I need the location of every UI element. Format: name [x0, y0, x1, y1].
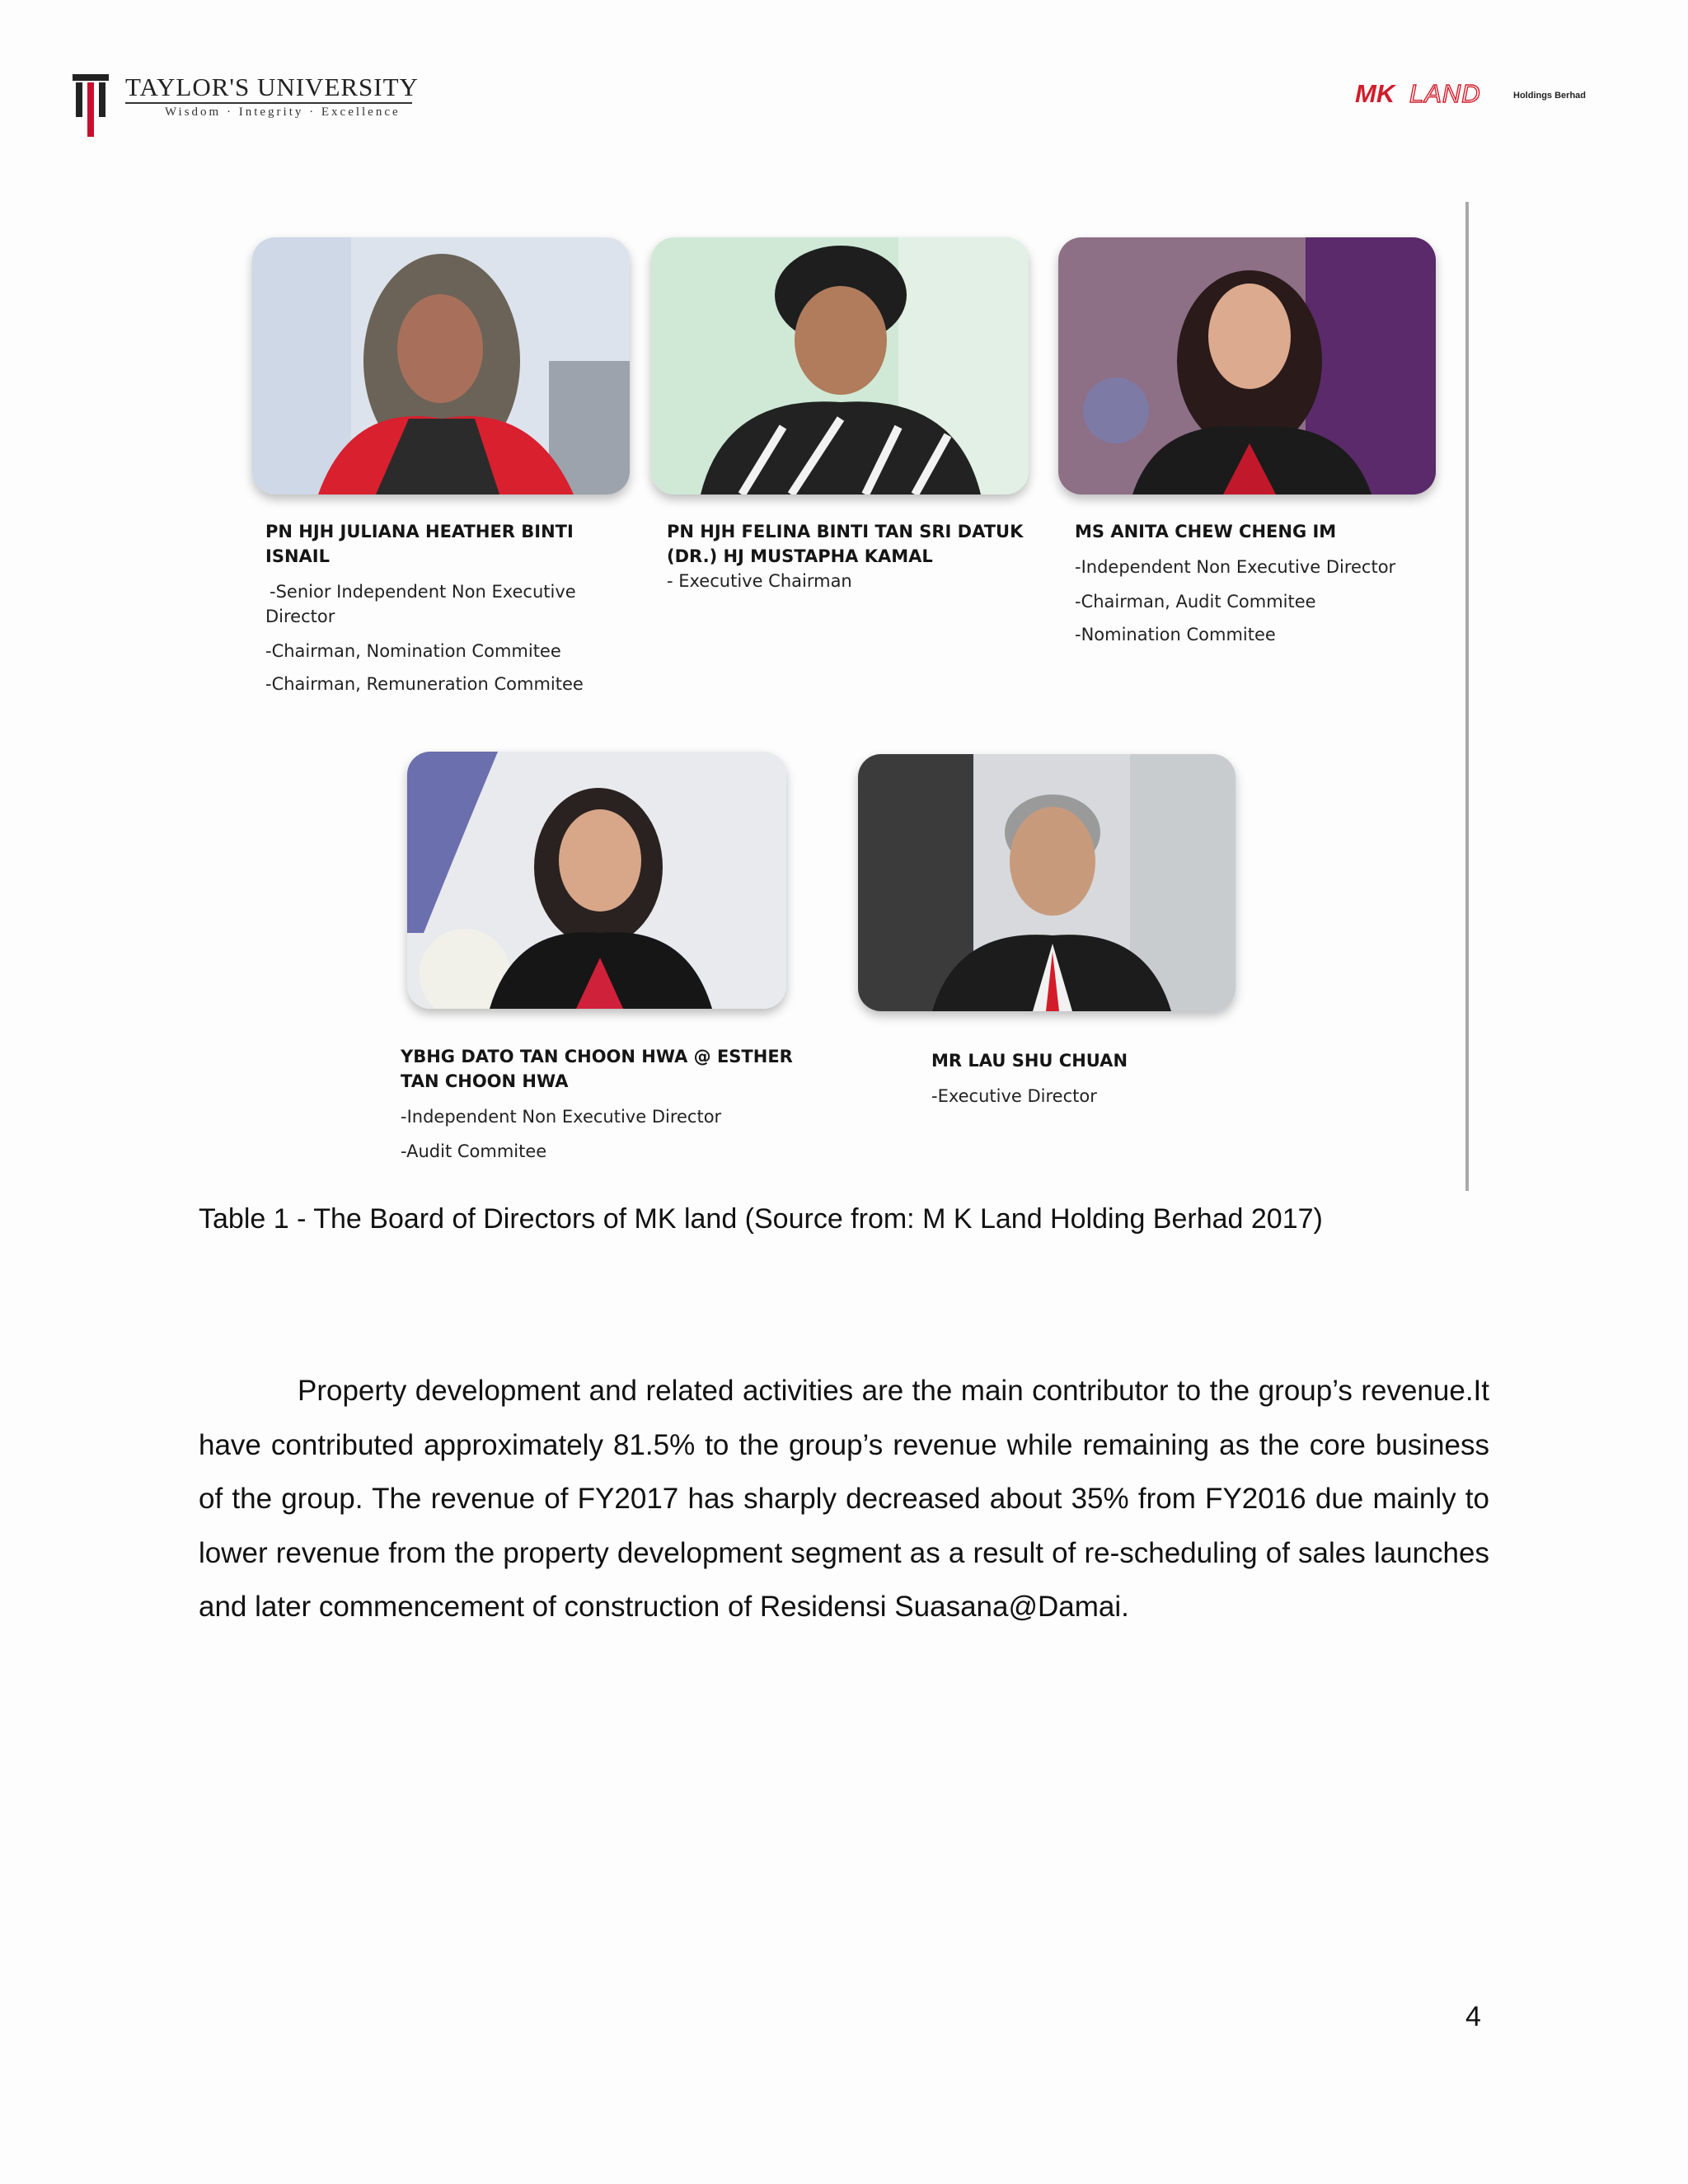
- logo-holdings: Holdings Berhad: [1513, 91, 1587, 101]
- figure-caption: Table 1 - The Board of Directors of MK land (Source from: M K Land Holding Berhad 2017): [199, 1203, 1323, 1235]
- director-name-line: MS ANITA CHEW CHENG IM: [1075, 522, 1337, 541]
- logo-mk: MK: [1355, 79, 1395, 108]
- director-name-4: [401, 1044, 793, 1094]
- director-role: -Independent Non Executive Director: [401, 1107, 722, 1127]
- director-name-line: PN HJH JULIANA HEATHER BINTI: [265, 522, 574, 541]
- director-photo-4: [407, 752, 786, 1009]
- director-name-line: (DR.) HJ MUSTAPHA KAMAL: [667, 546, 933, 566]
- logo-land: LAND: [1409, 79, 1481, 108]
- page-number: 4: [1465, 2001, 1481, 2032]
- university-name: TAYLOR'S UNIVERSITY: [125, 73, 419, 101]
- director-role: -Nomination Commitee: [1075, 625, 1276, 644]
- director-name-line: TAN CHOON HWA: [401, 1071, 569, 1091]
- director-roles-5: [931, 1084, 1097, 1108]
- director-role: - Executive Chairman: [667, 571, 852, 591]
- director-name-line: ISNAIL: [265, 546, 330, 566]
- shield-icon: [71, 73, 110, 138]
- director-role: -Executive Director: [931, 1086, 1097, 1106]
- director-name-1: [265, 519, 574, 569]
- director-role: Director: [265, 607, 335, 626]
- director-role: -Senior Independent Non Executive: [270, 582, 576, 602]
- director-photo-3: [1058, 237, 1436, 494]
- university-tagline: Wisdom · Integrity · Excellence: [165, 105, 401, 119]
- body-paragraph: Property development and related activities are the main contributor to the group’s revenue.It have contributed approximately 81.5% to the group’s revenue while remaining as the core business of the group. The revenue of FY2017 has sharply decreased about 35% from FY2016 due mainly to lower revenue from the property development segment as a result of re-scheduling of sales launches and later commencement of construction of Residensi Suasana@Damai.: [199, 1375, 1489, 1623]
- director-roles-3: [1075, 555, 1395, 647]
- director-role: -Independent Non Executive Director: [1075, 557, 1396, 577]
- director-role: -Audit Commitee: [401, 1141, 547, 1161]
- director-role: -Chairman, Nomination Commitee: [265, 641, 561, 661]
- director-role: -Chairman, Remuneration Commitee: [265, 674, 584, 694]
- director-photo-5: [858, 754, 1236, 1011]
- director-name-2: [667, 519, 1023, 569]
- director-name-5: [931, 1048, 1128, 1073]
- director-photo-1: [252, 237, 630, 494]
- figure-border: [1465, 202, 1469, 1191]
- director-roles-2: [667, 569, 852, 593]
- logo-divider: [125, 102, 412, 104]
- director-name-line: MR LAU SHU CHUAN: [931, 1051, 1128, 1071]
- mk-land-logo: [1352, 79, 1615, 107]
- director-name-3: [1075, 519, 1336, 544]
- director-name-line: YBHG DATO TAN CHOON HWA @ ESTHER: [401, 1047, 793, 1066]
- director-photo-2: [651, 237, 1029, 494]
- director-roles-1: [265, 579, 584, 696]
- director-roles-4: [401, 1104, 721, 1164]
- director-name-line: PN HJH FELINA BINTI TAN SRI DATUK: [667, 522, 1024, 541]
- director-role: -Chairman, Audit Commitee: [1075, 592, 1316, 612]
